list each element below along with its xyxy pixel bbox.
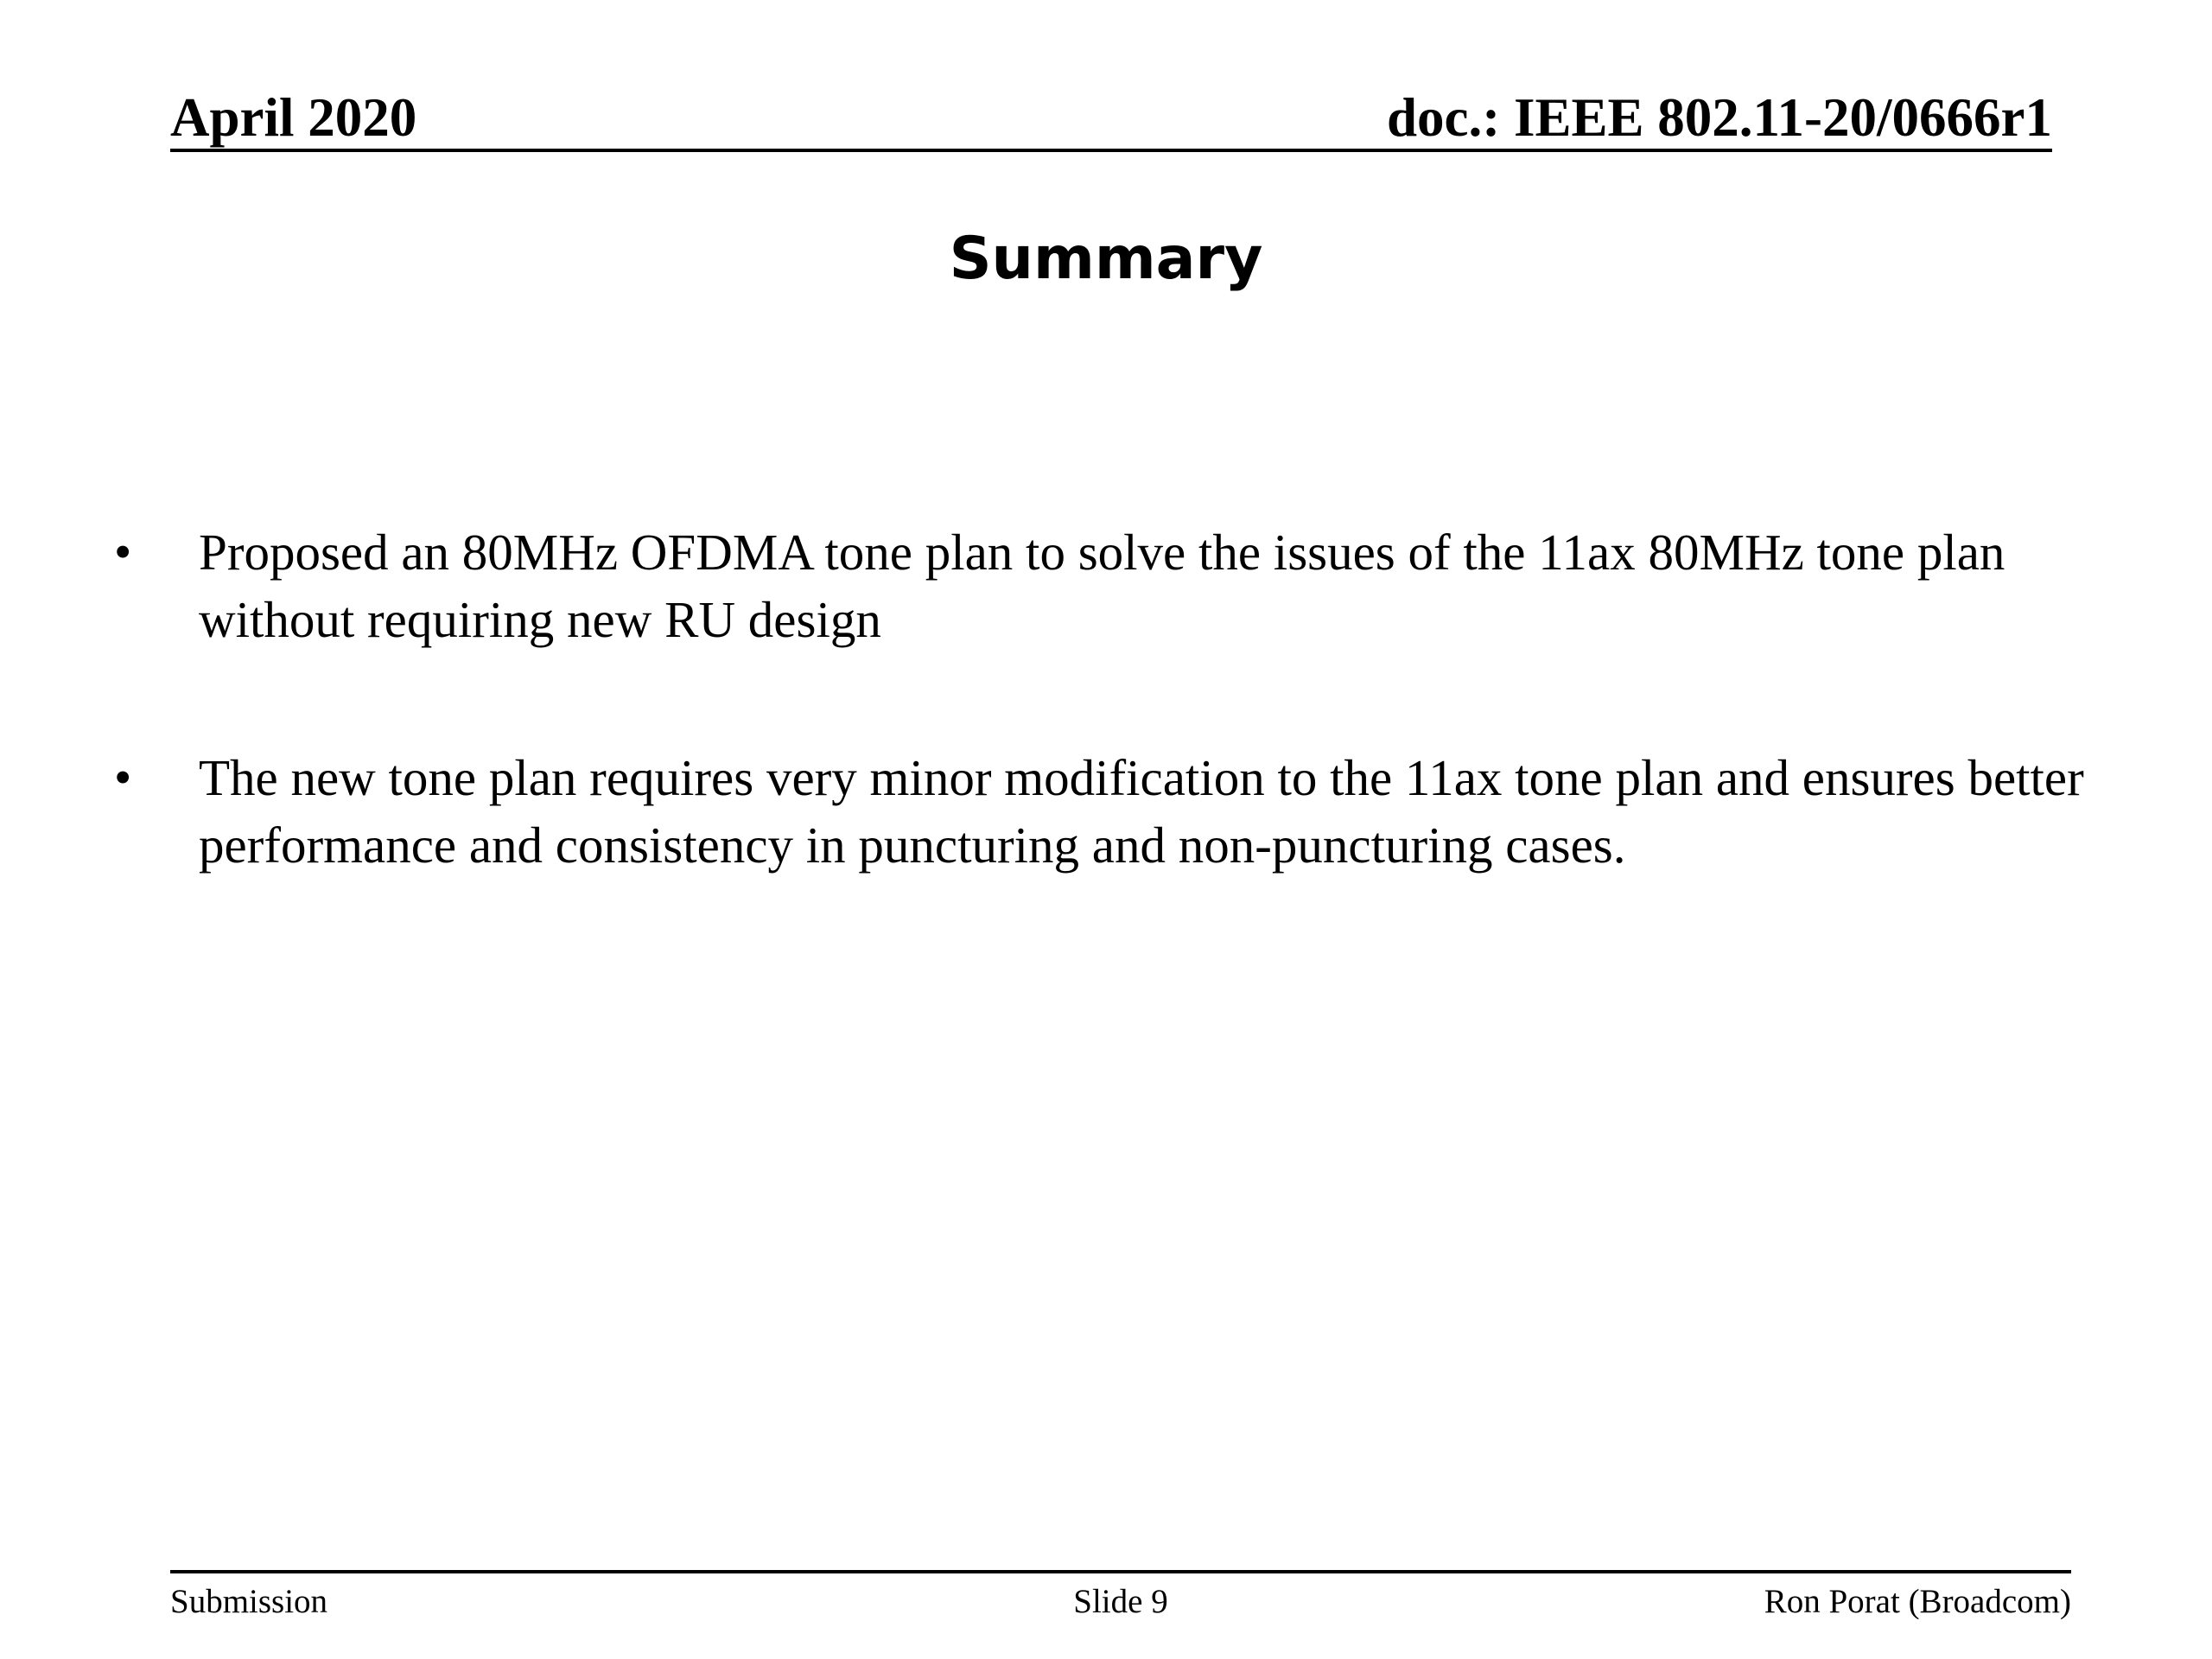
bullet-text: The new tone plan requires very minor modification to the 11ax tone plan and ensures better performance and consistency in puncturing and non-puncturing cases. xyxy=(199,749,2084,874)
bullet-dot-icon: • xyxy=(114,524,132,580)
footer-author: Ron Porat (Broadcom) xyxy=(1764,1583,2071,1620)
footer-submission: Submission xyxy=(170,1583,328,1620)
bullet-text: Proposed an 80MHz OFDMA tone plan to solve the issues of the 11ax 80MHz tone plan without requiring new RU design xyxy=(199,524,2005,648)
bullet-dot-icon: • xyxy=(114,749,132,805)
header-doc-id: doc.: IEEE 802.11-20/0666r1 xyxy=(1386,87,2052,148)
slide-header xyxy=(170,86,2052,152)
footer-slide-number: Slide 9 xyxy=(1073,1583,1168,1620)
slide-footer xyxy=(170,1570,2071,1625)
bullet-item xyxy=(0,518,2212,653)
header-date: April 2020 xyxy=(170,87,417,148)
bullet-list xyxy=(0,518,2212,969)
bullet-item xyxy=(0,744,2212,879)
slide-title: Summary xyxy=(949,225,1263,293)
